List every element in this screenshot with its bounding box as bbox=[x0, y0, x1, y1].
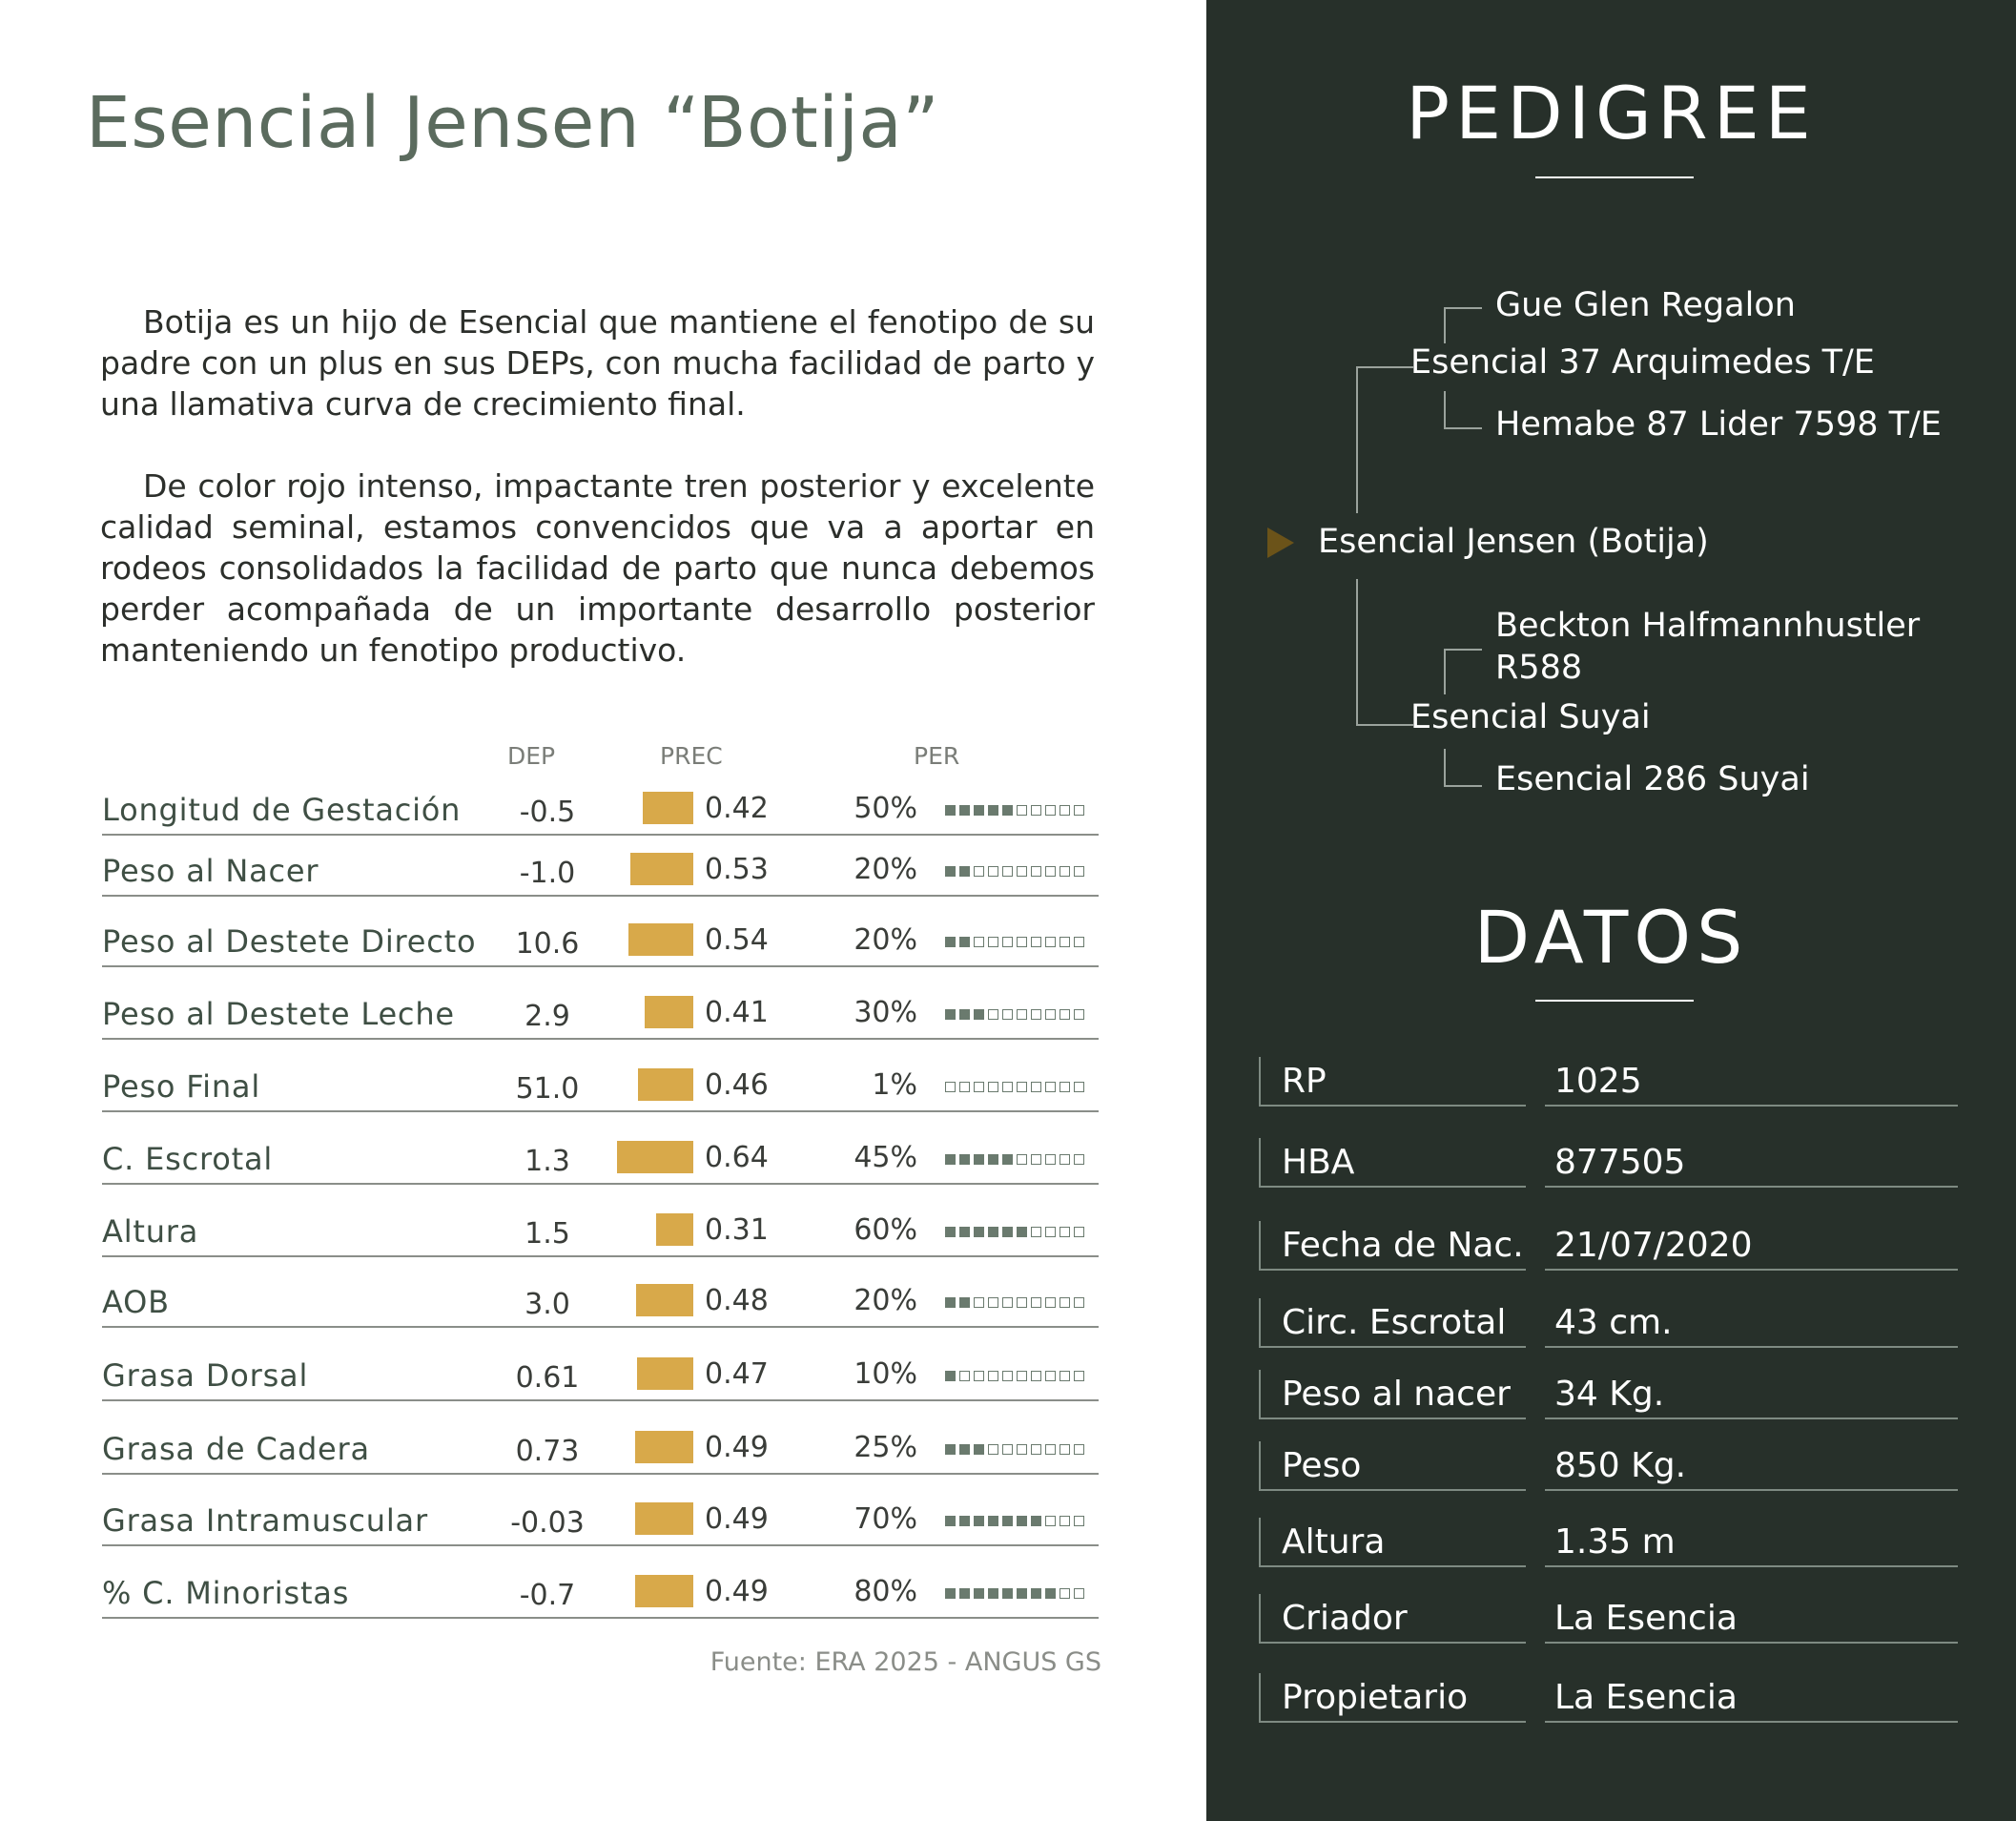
pedigree-dam: Esencial Suyai bbox=[1410, 698, 1651, 736]
datos-label-cell bbox=[1259, 1594, 1526, 1644]
percentile-square bbox=[1017, 866, 1027, 877]
table-row bbox=[102, 1404, 1099, 1475]
row-dep: 1.5 bbox=[525, 1217, 570, 1251]
pedigree-sire: Esencial 37 Arquimedes T/E bbox=[1410, 343, 1875, 382]
percentile-square bbox=[1017, 1371, 1027, 1381]
table-row bbox=[102, 1189, 1099, 1257]
percentile-square bbox=[1059, 1516, 1070, 1526]
tree-line bbox=[1356, 366, 1413, 368]
percentile-squares bbox=[945, 1444, 1084, 1455]
percentile-squares bbox=[945, 1516, 1084, 1526]
percentile-square bbox=[988, 1082, 998, 1092]
datos-label-cell bbox=[1259, 1221, 1526, 1271]
percentile-squares bbox=[945, 1371, 1084, 1381]
row-prec: 0.49 bbox=[705, 1431, 769, 1464]
row-dep: 3.0 bbox=[525, 1288, 570, 1321]
datos-value-cell bbox=[1545, 1057, 1958, 1107]
datos-label-cell bbox=[1259, 1673, 1526, 1723]
percentile-square bbox=[945, 1227, 956, 1237]
datos-value: La Esencia bbox=[1554, 1678, 1738, 1717]
percentile-square bbox=[945, 1371, 956, 1381]
table-row bbox=[102, 1478, 1099, 1546]
row-per: 10% bbox=[854, 1357, 917, 1391]
tree-line bbox=[1444, 785, 1482, 787]
pedigree-dam-sire-line2: R588 bbox=[1495, 649, 1583, 687]
percentile-square bbox=[1045, 866, 1056, 877]
percentile-square bbox=[1002, 1227, 1013, 1237]
percentile-square bbox=[1059, 866, 1070, 877]
row-label: Grasa de Cadera bbox=[102, 1431, 370, 1467]
datos-value-cell bbox=[1545, 1441, 1958, 1491]
percentile-squares bbox=[945, 1009, 1084, 1020]
tree-line bbox=[1356, 366, 1358, 513]
percentile-square bbox=[959, 1154, 970, 1165]
page-title: Esencial Jensen “Botija” bbox=[86, 82, 940, 164]
percentile-square bbox=[1059, 1588, 1070, 1599]
tree-line bbox=[1444, 749, 1446, 785]
percentile-square bbox=[959, 937, 970, 947]
percentile-square bbox=[1002, 805, 1013, 816]
datos-label-cell bbox=[1259, 1057, 1526, 1107]
datos-value: 877505 bbox=[1554, 1143, 1686, 1182]
prec-bar bbox=[645, 996, 693, 1028]
percentile-square bbox=[959, 1009, 970, 1020]
tree-line bbox=[1444, 307, 1482, 309]
percentile-square bbox=[1017, 1297, 1027, 1308]
percentile-square bbox=[1045, 805, 1056, 816]
description-paragraph-1: Botija es un hijo de Esencial que mantiene el fenotipo de su padre con un plus en sus DEPs, con mucha facilidad de parto y una llamativa curva de crecimiento final. bbox=[100, 303, 1095, 423]
percentile-square bbox=[1002, 866, 1013, 877]
percentile-square bbox=[945, 1154, 956, 1165]
percentile-squares bbox=[945, 866, 1084, 877]
percentile-square bbox=[959, 1227, 970, 1237]
percentile-square bbox=[945, 1082, 956, 1092]
datos-label: Peso bbox=[1282, 1446, 1362, 1485]
pedigree-subject: Esencial Jensen (Botija) bbox=[1318, 523, 1709, 561]
subject-arrow-icon bbox=[1267, 528, 1294, 558]
datos-label: Criador bbox=[1282, 1599, 1408, 1638]
datos-label-cell bbox=[1259, 1518, 1526, 1567]
percentile-square bbox=[1031, 937, 1041, 947]
row-dep: 0.73 bbox=[515, 1435, 580, 1468]
datos-label: RP bbox=[1282, 1062, 1327, 1101]
header-prec: PREC bbox=[660, 742, 723, 770]
percentile-square bbox=[1045, 1516, 1056, 1526]
prec-bar bbox=[636, 1284, 693, 1316]
row-prec: 0.54 bbox=[705, 923, 769, 957]
percentile-square bbox=[1017, 1154, 1027, 1165]
row-dep: 2.9 bbox=[525, 1000, 570, 1033]
datos-value: 34 Kg. bbox=[1554, 1375, 1665, 1414]
datos-row bbox=[1259, 1221, 1965, 1271]
table-row bbox=[102, 780, 1099, 836]
prec-bar bbox=[635, 1575, 693, 1607]
datos-row bbox=[1259, 1673, 1965, 1723]
row-label: % C. Minoristas bbox=[102, 1575, 350, 1611]
percentile-square bbox=[945, 866, 956, 877]
datos-label: HBA bbox=[1282, 1143, 1355, 1182]
pedigree-dam-dam: Esencial 286 Suyai bbox=[1495, 760, 1810, 798]
percentile-square bbox=[1017, 937, 1027, 947]
row-dep: -1.0 bbox=[519, 857, 576, 890]
percentile-square bbox=[1045, 1082, 1056, 1092]
datos-heading: DATOS bbox=[1473, 895, 1749, 980]
percentile-square bbox=[1074, 866, 1084, 877]
row-per: 80% bbox=[854, 1575, 917, 1608]
percentile-square bbox=[1074, 1444, 1084, 1455]
percentile-square bbox=[1059, 1154, 1070, 1165]
datos-value: 21/07/2020 bbox=[1554, 1226, 1753, 1265]
prec-bar bbox=[635, 1502, 693, 1535]
percentile-square bbox=[1017, 1227, 1027, 1237]
percentile-square bbox=[959, 1588, 970, 1599]
datos-row bbox=[1259, 1057, 1965, 1107]
percentile-square bbox=[1059, 937, 1070, 947]
percentile-square bbox=[945, 1444, 956, 1455]
row-per: 25% bbox=[854, 1431, 917, 1464]
percentile-squares bbox=[945, 1588, 1084, 1599]
table-row bbox=[102, 1261, 1099, 1328]
datos-value: 43 cm. bbox=[1554, 1303, 1673, 1342]
percentile-square bbox=[974, 1154, 984, 1165]
tree-line bbox=[1444, 649, 1446, 694]
percentile-square bbox=[988, 1009, 998, 1020]
datos-label: Fecha de Nac. bbox=[1282, 1226, 1524, 1265]
percentile-square bbox=[974, 1371, 984, 1381]
percentile-square bbox=[1074, 1154, 1084, 1165]
percentile-square bbox=[988, 1588, 998, 1599]
percentile-square bbox=[959, 805, 970, 816]
percentile-square bbox=[1074, 1516, 1084, 1526]
percentile-square bbox=[974, 1297, 984, 1308]
percentile-square bbox=[1017, 1444, 1027, 1455]
percentile-square bbox=[1017, 1009, 1027, 1020]
prec-bar bbox=[635, 1431, 693, 1463]
percentile-square bbox=[945, 1588, 956, 1599]
row-prec: 0.48 bbox=[705, 1284, 769, 1317]
datos-row bbox=[1259, 1518, 1965, 1567]
percentile-square bbox=[1045, 937, 1056, 947]
percentile-square bbox=[974, 1227, 984, 1237]
percentile-square bbox=[945, 937, 956, 947]
percentile-squares bbox=[945, 1227, 1084, 1237]
prec-bar bbox=[643, 792, 693, 824]
row-prec: 0.31 bbox=[705, 1213, 769, 1247]
table-row bbox=[102, 897, 1099, 967]
row-prec: 0.49 bbox=[705, 1575, 769, 1608]
prec-bar bbox=[637, 1357, 693, 1390]
pedigree-heading: PEDIGREE bbox=[1406, 71, 1817, 155]
percentile-square bbox=[1074, 937, 1084, 947]
datos-row bbox=[1259, 1138, 1965, 1188]
percentile-square bbox=[1002, 1444, 1013, 1455]
table-row bbox=[102, 1114, 1099, 1185]
row-per: 20% bbox=[854, 923, 917, 957]
datos-value: La Esencia bbox=[1554, 1599, 1738, 1638]
percentile-square bbox=[1002, 1009, 1013, 1020]
datos-row bbox=[1259, 1441, 1965, 1491]
table-row bbox=[102, 836, 1099, 897]
percentile-square bbox=[1059, 1082, 1070, 1092]
percentile-square bbox=[988, 1297, 998, 1308]
percentile-square bbox=[1002, 1588, 1013, 1599]
percentile-square bbox=[1045, 1227, 1056, 1237]
row-prec: 0.41 bbox=[705, 996, 769, 1029]
row-dep: 0.61 bbox=[515, 1361, 580, 1395]
row-label: Peso Final bbox=[102, 1068, 261, 1105]
datos-value-cell bbox=[1545, 1370, 1958, 1419]
percentile-square bbox=[1045, 1588, 1056, 1599]
percentile-square bbox=[974, 1588, 984, 1599]
datos-label-cell bbox=[1259, 1370, 1526, 1419]
percentile-square bbox=[1045, 1444, 1056, 1455]
percentile-square bbox=[1059, 1227, 1070, 1237]
datos-value-cell bbox=[1545, 1594, 1958, 1644]
percentile-square bbox=[1074, 1371, 1084, 1381]
row-dep: 51.0 bbox=[515, 1072, 580, 1106]
percentile-square bbox=[959, 866, 970, 877]
percentile-square bbox=[945, 1297, 956, 1308]
percentile-square bbox=[1059, 1297, 1070, 1308]
datos-row bbox=[1259, 1594, 1965, 1644]
prec-bar bbox=[628, 923, 693, 956]
datos-label: Altura bbox=[1282, 1522, 1386, 1562]
pedigree-sire-sire: Gue Glen Regalon bbox=[1495, 286, 1796, 324]
percentile-squares bbox=[945, 1082, 1084, 1092]
datos-value: 850 Kg. bbox=[1554, 1446, 1687, 1485]
percentile-squares bbox=[945, 1297, 1084, 1308]
percentile-square bbox=[1059, 1371, 1070, 1381]
percentile-square bbox=[1002, 1516, 1013, 1526]
percentile-square bbox=[1059, 1009, 1070, 1020]
percentile-squares bbox=[945, 937, 1084, 947]
tree-line bbox=[1356, 579, 1358, 724]
table-row bbox=[102, 969, 1099, 1040]
datos-value-cell bbox=[1545, 1518, 1958, 1567]
percentile-square bbox=[945, 1009, 956, 1020]
datos-label: Circ. Escrotal bbox=[1282, 1303, 1507, 1342]
right-panel bbox=[1206, 0, 2016, 1821]
percentile-square bbox=[945, 1516, 956, 1526]
percentile-square bbox=[1031, 1082, 1041, 1092]
datos-label-cell bbox=[1259, 1441, 1526, 1491]
row-prec: 0.42 bbox=[705, 792, 769, 825]
percentile-square bbox=[1031, 805, 1041, 816]
percentile-square bbox=[988, 1154, 998, 1165]
percentile-square bbox=[1059, 805, 1070, 816]
row-per: 30% bbox=[854, 996, 917, 1029]
row-label: AOB bbox=[102, 1284, 170, 1320]
datos-value-cell bbox=[1545, 1673, 1958, 1723]
percentile-square bbox=[1059, 1444, 1070, 1455]
percentile-square bbox=[974, 1009, 984, 1020]
row-per: 20% bbox=[854, 853, 917, 886]
row-prec: 0.64 bbox=[705, 1141, 769, 1174]
row-per: 1% bbox=[872, 1068, 917, 1102]
percentile-square bbox=[974, 866, 984, 877]
percentile-square bbox=[959, 1444, 970, 1455]
percentile-square bbox=[1002, 1371, 1013, 1381]
percentile-square bbox=[1074, 1297, 1084, 1308]
row-label: Peso al Destete Leche bbox=[102, 996, 455, 1032]
datos-label: Propietario bbox=[1282, 1678, 1469, 1717]
percentile-square bbox=[1017, 1588, 1027, 1599]
tree-line bbox=[1444, 427, 1482, 429]
table-row bbox=[102, 1042, 1099, 1112]
percentile-square bbox=[974, 1444, 984, 1455]
percentile-squares bbox=[945, 805, 1084, 816]
percentile-square bbox=[988, 1444, 998, 1455]
percentile-square bbox=[1002, 1082, 1013, 1092]
datos-row bbox=[1259, 1370, 1965, 1419]
percentile-square bbox=[959, 1516, 970, 1526]
row-dep: -0.03 bbox=[510, 1506, 585, 1540]
row-prec: 0.46 bbox=[705, 1068, 769, 1102]
percentile-square bbox=[1031, 1588, 1041, 1599]
row-dep: 10.6 bbox=[515, 927, 580, 961]
datos-value: 1.35 m bbox=[1554, 1522, 1676, 1562]
percentile-square bbox=[1031, 1516, 1041, 1526]
percentile-square bbox=[974, 1516, 984, 1526]
row-per: 50% bbox=[854, 792, 917, 825]
percentile-square bbox=[988, 805, 998, 816]
percentile-square bbox=[959, 1082, 970, 1092]
row-label: Altura bbox=[102, 1213, 199, 1250]
datos-label-cell bbox=[1259, 1298, 1526, 1348]
tree-line bbox=[1444, 391, 1446, 427]
row-dep: -0.5 bbox=[519, 796, 576, 829]
percentile-square bbox=[959, 1371, 970, 1381]
percentile-square bbox=[1045, 1009, 1056, 1020]
percentile-square bbox=[1045, 1154, 1056, 1165]
pedigree-dam-sire-line1: Beckton Halfmannhustler bbox=[1495, 607, 1921, 645]
datos-value: 1025 bbox=[1554, 1062, 1642, 1101]
datos-underline bbox=[1535, 1000, 1694, 1002]
percentile-square bbox=[1045, 1297, 1056, 1308]
percentile-square bbox=[1031, 866, 1041, 877]
row-label: Peso al Destete Directo bbox=[102, 923, 477, 960]
pedigree-sire-dam: Hemabe 87 Lider 7598 T/E bbox=[1495, 405, 1942, 444]
percentile-square bbox=[1045, 1371, 1056, 1381]
percentile-square bbox=[1074, 1588, 1084, 1599]
description-paragraph-2: De color rojo intenso, impactante tren posterior y excelente calidad seminal, estamos convencidos que va a aportar en rodeos consolidados la facilidad de parto que nunca debemos perder acompañada de un importante desarrollo posterior manteniendo un fenotipo productivo. bbox=[100, 467, 1095, 669]
datos-label: Peso al nacer bbox=[1282, 1375, 1511, 1414]
header-dep: DEP bbox=[507, 742, 556, 770]
datos-row bbox=[1259, 1298, 1965, 1348]
percentile-square bbox=[988, 1516, 998, 1526]
percentile-square bbox=[1017, 1516, 1027, 1526]
percentile-square bbox=[1031, 1009, 1041, 1020]
row-label: Peso al Nacer bbox=[102, 853, 319, 889]
row-label: C. Escrotal bbox=[102, 1141, 274, 1177]
row-per: 70% bbox=[854, 1502, 917, 1536]
percentile-square bbox=[959, 1297, 970, 1308]
row-per: 60% bbox=[854, 1213, 917, 1247]
prec-bar bbox=[638, 1068, 693, 1101]
table-row bbox=[102, 1333, 1099, 1401]
row-label: Grasa Intramuscular bbox=[102, 1502, 428, 1539]
percentile-square bbox=[1031, 1297, 1041, 1308]
datos-value-cell bbox=[1545, 1138, 1958, 1188]
row-dep: 1.3 bbox=[525, 1145, 570, 1178]
percentile-square bbox=[988, 1227, 998, 1237]
datos-value-cell bbox=[1545, 1298, 1958, 1348]
percentile-square bbox=[988, 937, 998, 947]
row-per: 45% bbox=[854, 1141, 917, 1174]
prec-bar bbox=[617, 1141, 693, 1173]
percentile-square bbox=[988, 1371, 998, 1381]
datos-value-cell bbox=[1545, 1221, 1958, 1271]
percentile-square bbox=[1031, 1371, 1041, 1381]
row-prec: 0.53 bbox=[705, 853, 769, 886]
percentile-square bbox=[1074, 805, 1084, 816]
row-dep: -0.7 bbox=[519, 1579, 576, 1612]
header-per: PER bbox=[914, 742, 960, 770]
pedigree-underline bbox=[1535, 176, 1694, 178]
percentile-square bbox=[1017, 805, 1027, 816]
prec-bar bbox=[656, 1213, 693, 1246]
percentile-square bbox=[974, 1082, 984, 1092]
percentile-squares bbox=[945, 1154, 1084, 1165]
source-note: Fuente: ERA 2025 - ANGUS GS bbox=[710, 1647, 1101, 1677]
percentile-square bbox=[1074, 1227, 1084, 1237]
prec-bar bbox=[630, 853, 693, 885]
row-label: Longitud de Gestación bbox=[102, 792, 462, 828]
percentile-square bbox=[1074, 1009, 1084, 1020]
row-prec: 0.47 bbox=[705, 1357, 769, 1391]
row-per: 20% bbox=[854, 1284, 917, 1317]
percentile-square bbox=[1031, 1227, 1041, 1237]
datos-label-cell bbox=[1259, 1138, 1526, 1188]
percentile-square bbox=[1017, 1082, 1027, 1092]
tree-line bbox=[1444, 649, 1482, 651]
percentile-square bbox=[1002, 1297, 1013, 1308]
tree-line bbox=[1356, 724, 1413, 726]
tree-line bbox=[1444, 307, 1446, 343]
percentile-square bbox=[1031, 1444, 1041, 1455]
percentile-square bbox=[945, 805, 956, 816]
percentile-square bbox=[974, 937, 984, 947]
percentile-square bbox=[974, 805, 984, 816]
percentile-square bbox=[1002, 937, 1013, 947]
percentile-square bbox=[1002, 1154, 1013, 1165]
row-prec: 0.49 bbox=[705, 1502, 769, 1536]
row-label: Grasa Dorsal bbox=[102, 1357, 309, 1394]
percentile-square bbox=[988, 866, 998, 877]
percentile-square bbox=[1074, 1082, 1084, 1092]
percentile-square bbox=[1031, 1154, 1041, 1165]
table-row bbox=[102, 1549, 1099, 1619]
